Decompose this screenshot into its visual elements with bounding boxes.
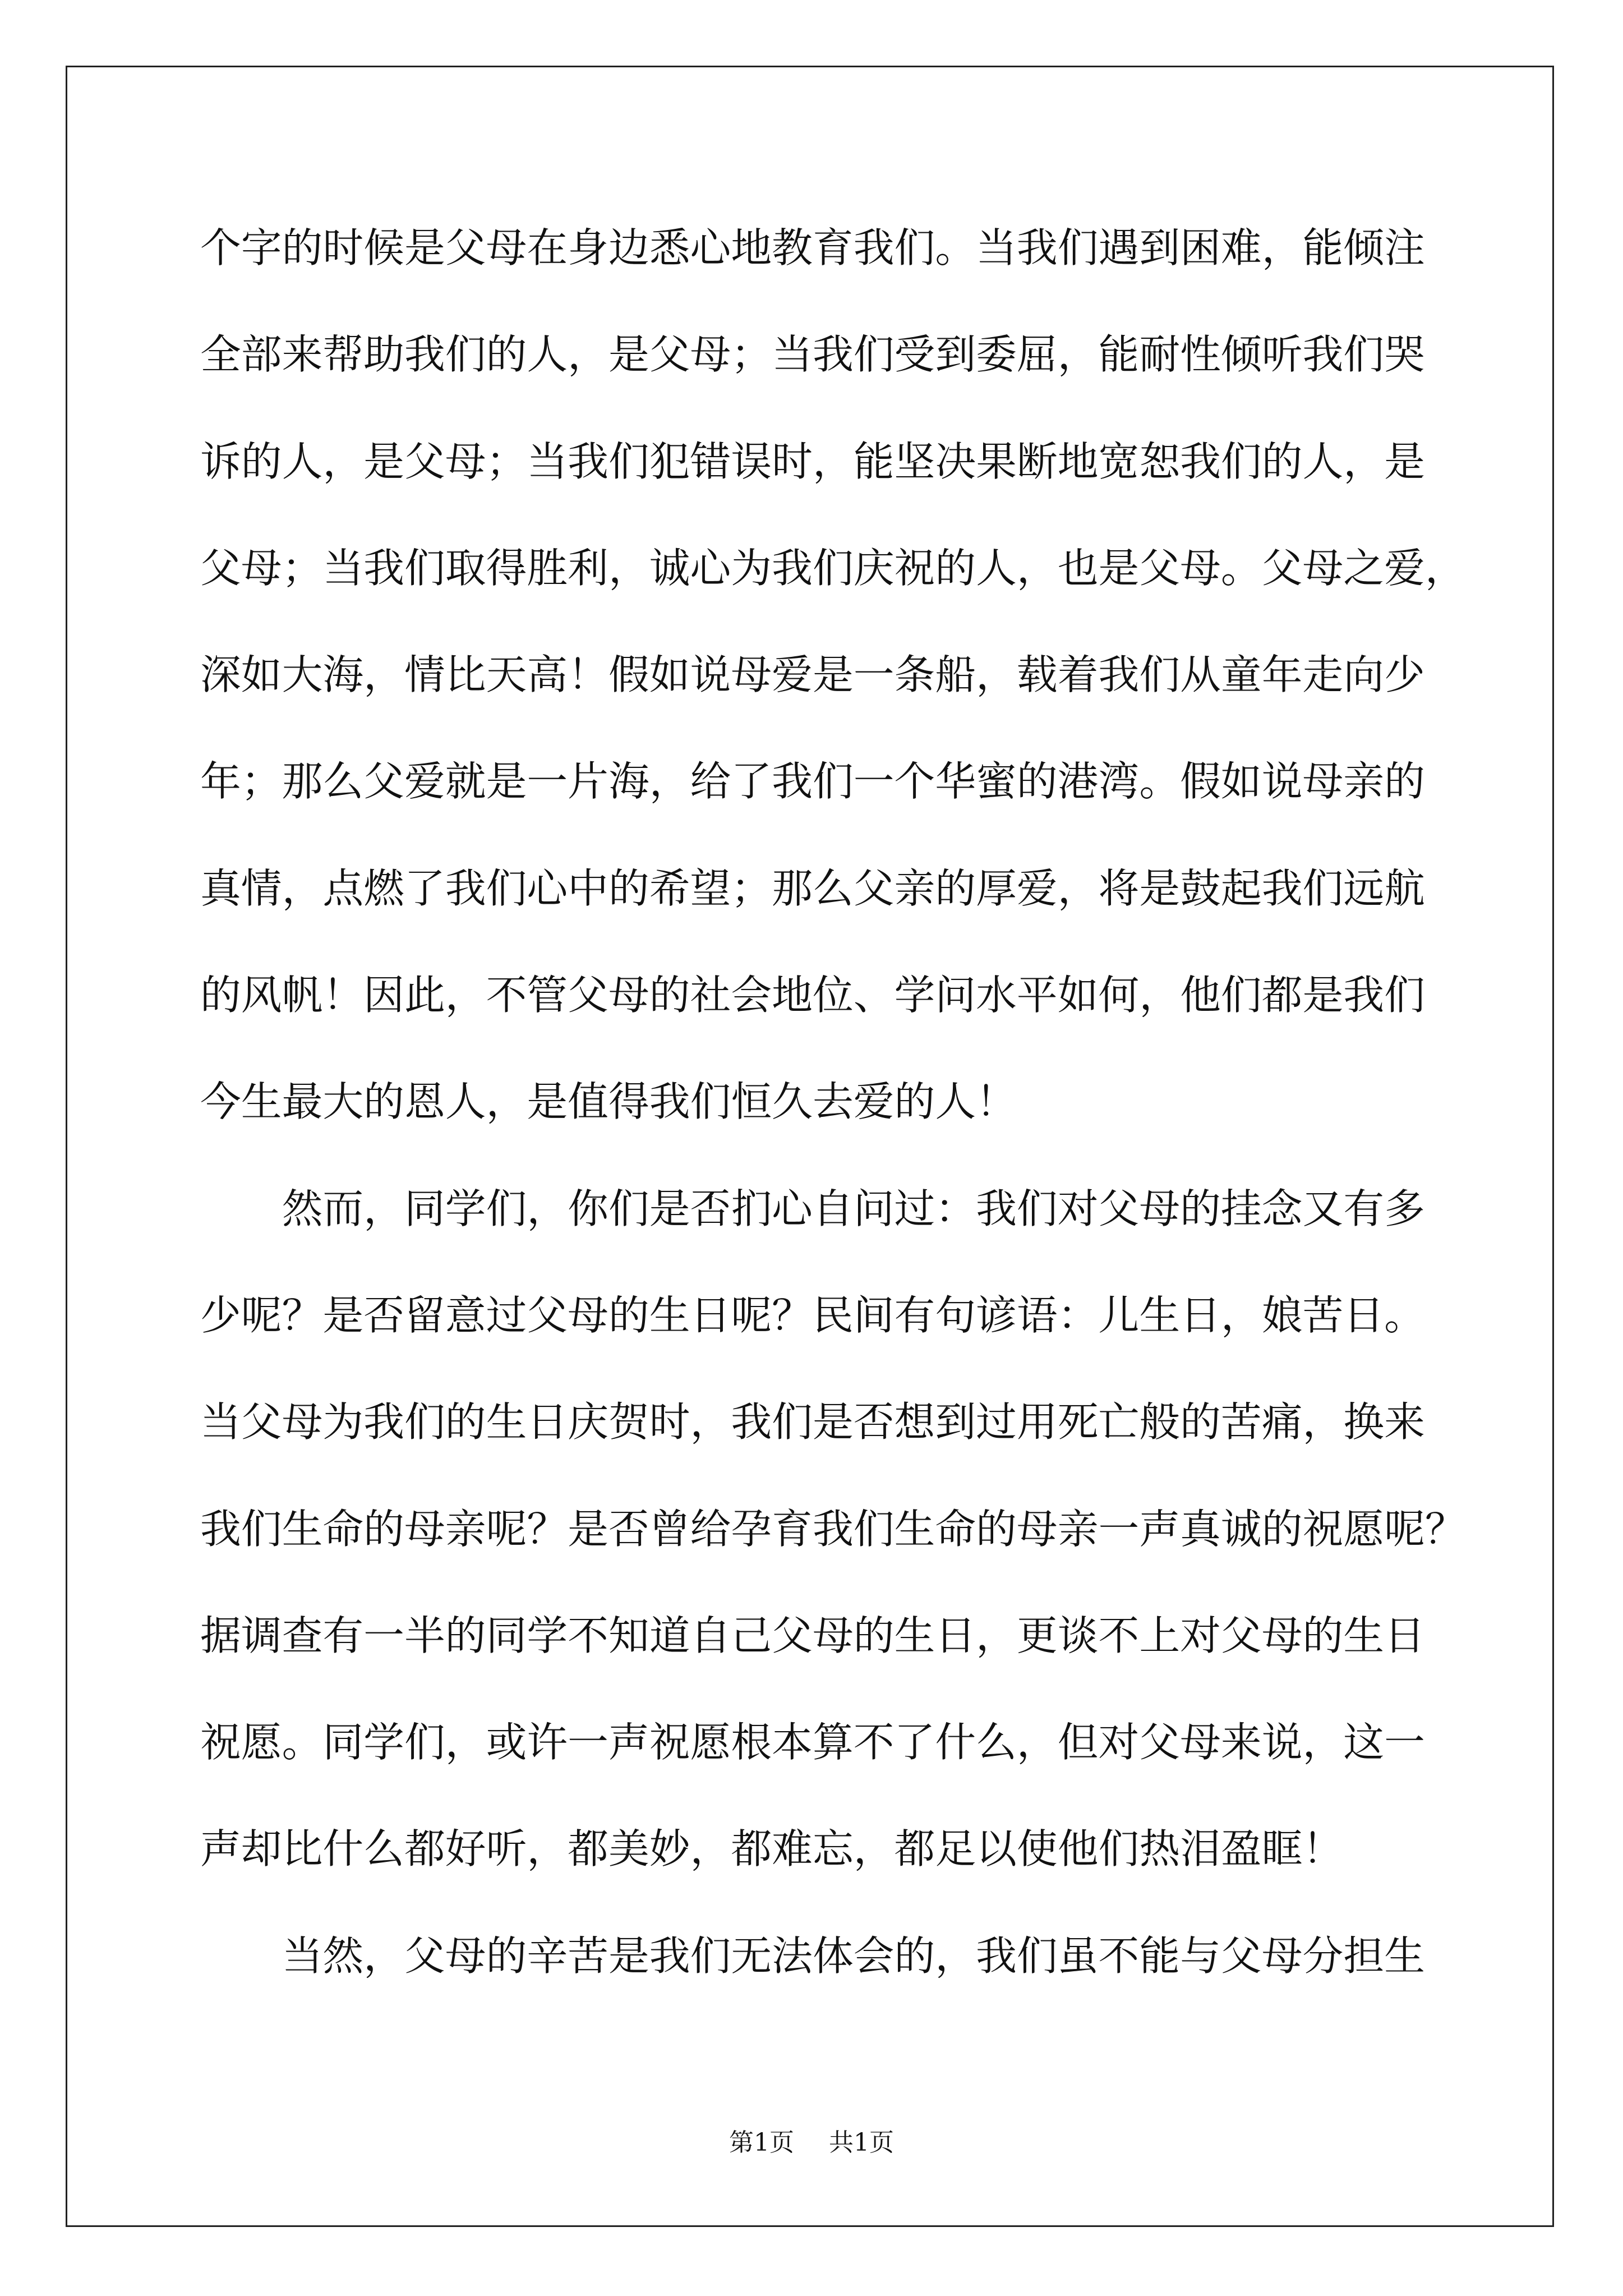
text-line: 的风帆！因此，不管父母的社会地位、学问水平如何，他们都是我们 [200, 972, 1425, 1020]
page-total: 共1页 [829, 2128, 894, 2157]
paragraph [200, 1156, 1535, 1903]
text-line: 真情，点燃了我们心中的希望；那么父亲的厚爱，将是鼓起我们远航 [200, 864, 1425, 913]
text-line: 祝愿。同学们，或许一声祝愿根本算不了什么，但对父母来说，这一 [200, 1719, 1425, 1767]
text-line: 父母；当我们取得胜利，诚心为我们庆祝的人，也是父母。父母之爱， [200, 544, 1466, 592]
text-line: 我们生命的母亲呢？是否曾给孕育我们生命的母亲一声真诚的祝愿呢？ [200, 1505, 1466, 1553]
text-line: 全部来帮助我们的人，是父母；当我们受到委屈，能耐性倾听我们哭 [200, 331, 1425, 379]
text-line: 据调查有一半的同学不知道自己父母的生日，更谈不上对父母的生日 [200, 1612, 1425, 1660]
text-line: 个字的时候是父母在身边悉心地教育我们。当我们遇到困难，能倾注 [200, 224, 1425, 272]
text-line: 深如大海，情比天高！假如说母爱是一条船，载着我们从童年走向少 [200, 651, 1425, 700]
document-body [200, 195, 1535, 2010]
text-line: 年；那么父爱就是一片海，给了我们一个华蜜的港湾。假如说母亲的 [200, 758, 1425, 806]
paragraph [200, 195, 1535, 1156]
paragraph [200, 1903, 1535, 2010]
text-line: 少呢？是否留意过父母的生日呢？民间有句谚语：儿生日，娘苦日。 [200, 1291, 1425, 1340]
page-number: 第1页 [729, 2128, 794, 2157]
text-line: 声却比什么都好听，都美妙，都难忘，都足以使他们热泪盈眶！ [200, 1825, 1344, 1874]
text-line: 当然，父母的辛苦是我们无法体会的，我们虽不能与父母分担生 [282, 1932, 1425, 1980]
text-line: 今生最大的恩人，是值得我们恒久去爱的人！ [200, 1078, 1017, 1126]
page-footer [0, 2127, 1623, 2159]
text-line: 然而，同学们，你们是否扪心自问过：我们对父母的挂念又有多 [282, 1185, 1425, 1233]
text-line: 当父母为我们的生日庆贺时，我们是否想到过用死亡般的苦痛，换来 [200, 1398, 1425, 1447]
text-line: 诉的人，是父母；当我们犯错误时，能坚决果断地宽恕我们的人，是 [200, 438, 1425, 486]
